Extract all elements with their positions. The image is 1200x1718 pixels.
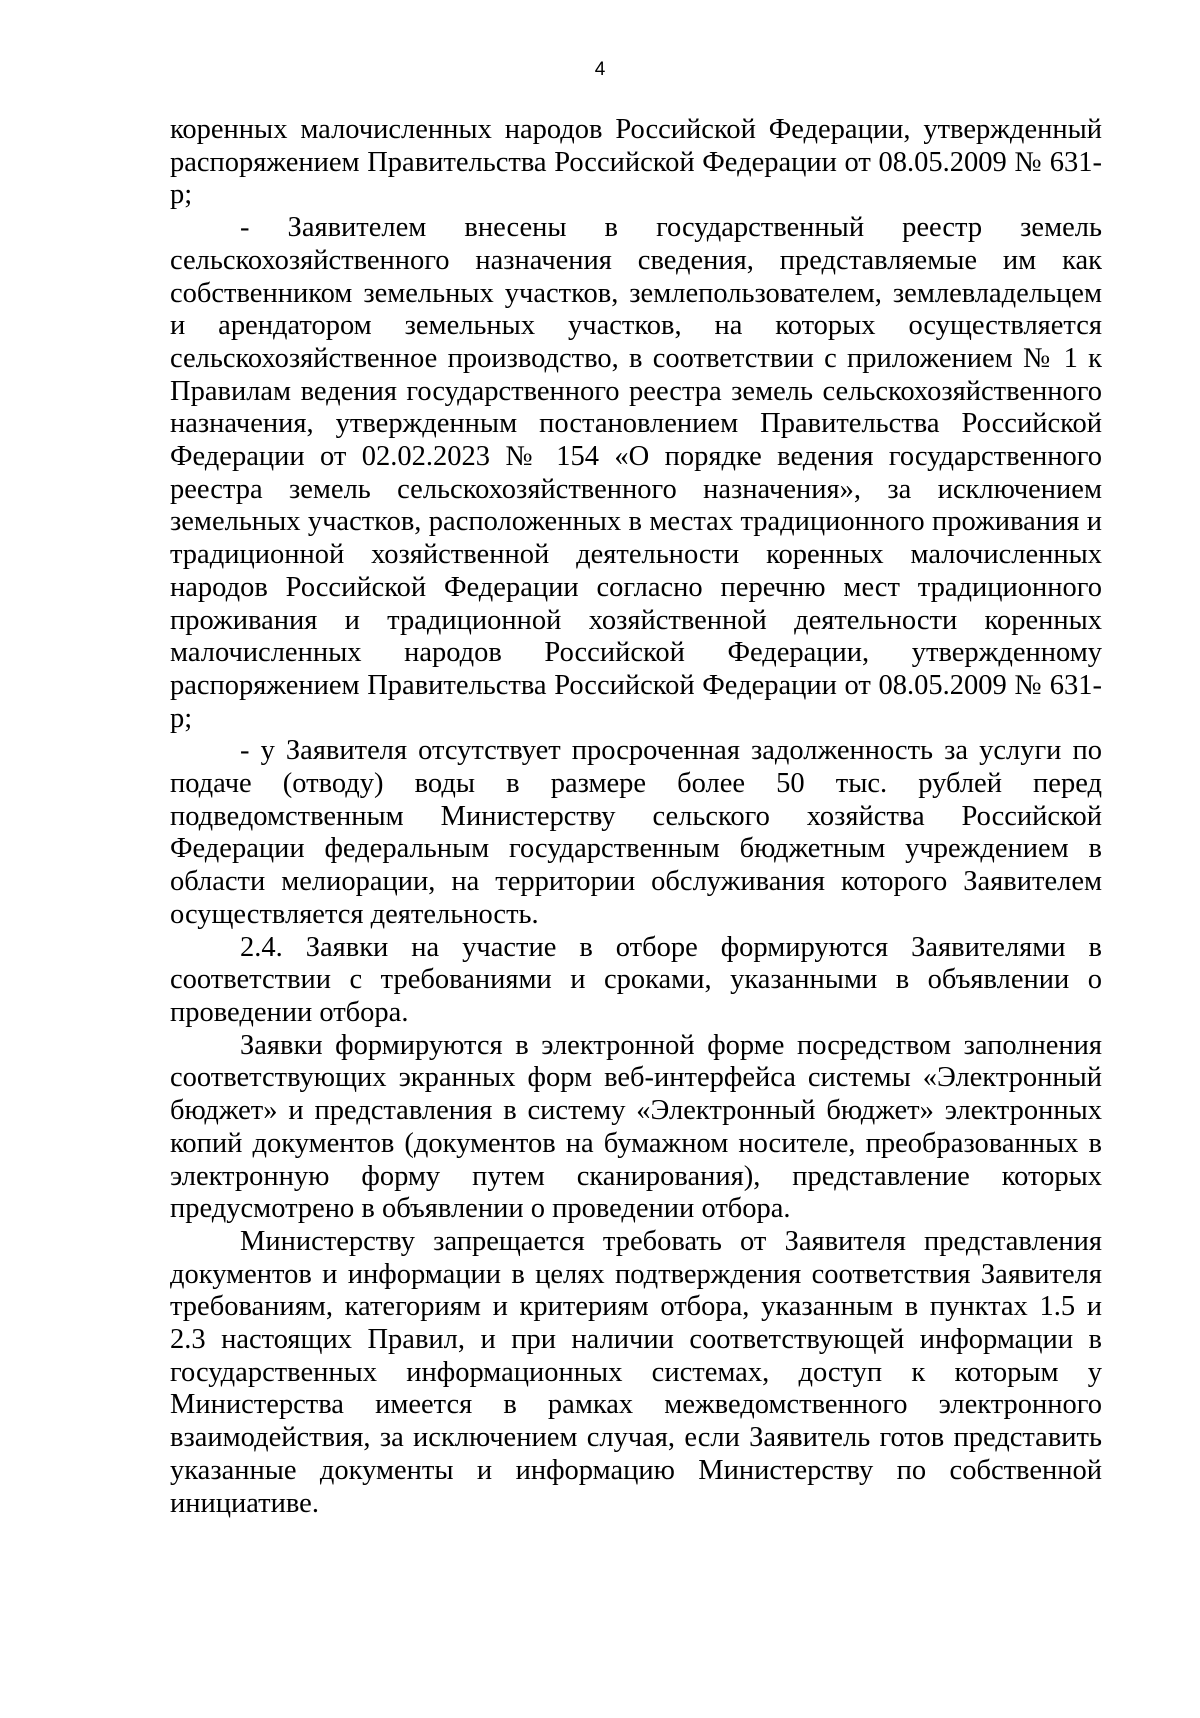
- paragraph-water-debt-requirement: - у Заявителя отсутствует просроченная задолженность за услуги по подаче (отводу) воды в размере более 50 тыс. рублей перед подведомственным Министерству сельского хозяйства Российской Федерации федеральным государственным бюджетным учреждением в области мелиорации, на территории обслуживания которого Заявителем осуществляется деятельность.: [170, 735, 1102, 930]
- document-body: [170, 114, 1102, 1520]
- paragraph-section-2-4: 2.4. Заявки на участие в отборе формируются Заявителями в соответствии с требованиями и сроками, указанными в объявлении о проведении отбора.: [170, 931, 1102, 1028]
- paragraph-ministry-prohibition: Министерству запрещается требовать от Заявителя представления документов и информации в целях подтверждения соответствия Заявителя требованиям, категориям и критериям отбора, указанным в пунктах 1.5 и 2.3 настоящих Правил, и при наличии соответствующей информации в государственных информационных системах, доступ к которым у Министерства имеется в рамках межведомственного электронного взаимодействия, за исключением случая, если Заявитель готов представить указанные документы и информацию Министерству по собственной инициативе.: [170, 1225, 1102, 1519]
- page-number: 4: [594, 59, 606, 80]
- paragraph-electronic-form: Заявки формируются в электронной форме посредством заполнения соответствующих экранных форм веб-интерфейса системы «Электронный бюджет» и представления в систему «Электронный бюджет» электронных копий документов (документов на бумажном носителе, преобразованных в электронную форму путем сканирования), представление которых предусмотрено в объявлении о проведении отбора.: [170, 1029, 1102, 1225]
- paragraph-continuation: коренных малочисленных народов Российской Федерации, утвержденный распоряжением Правительства Российской Федерации от 08.05.2009 № 631-р;: [170, 114, 1102, 211]
- paragraph-register-requirement: - Заявителем внесены в государственный реестр земель сельскохозяйственного назначения сведения, представляемые им как собственником земельных участков, землепользователем, землевладельцем и арендатором земельных участков, на которых осуществляется сельскохозяйственное производство, в соответствии с приложением № 1 к Правилам ведения государственного реестра земель сельскохозяйственного назначения, утвержденным постановлением Правительства Российской Федерации от 02.02.2023 № 154 «О порядке ведения государственного реестра земель сельскохозяйственного назначения», за исключением земельных участков, расположенных в местах традиционного проживания и традиционной хозяйственной деятельности коренных малочисленных народов Российской Федерации согласно перечню мест традиционного проживания и традиционной хозяйственной деятельности коренных малочисленных народов Российской Федерации, утвержденному распоряжением Правительства Российской Федерации от 08.05.2009 № 631-р;: [170, 212, 1102, 734]
